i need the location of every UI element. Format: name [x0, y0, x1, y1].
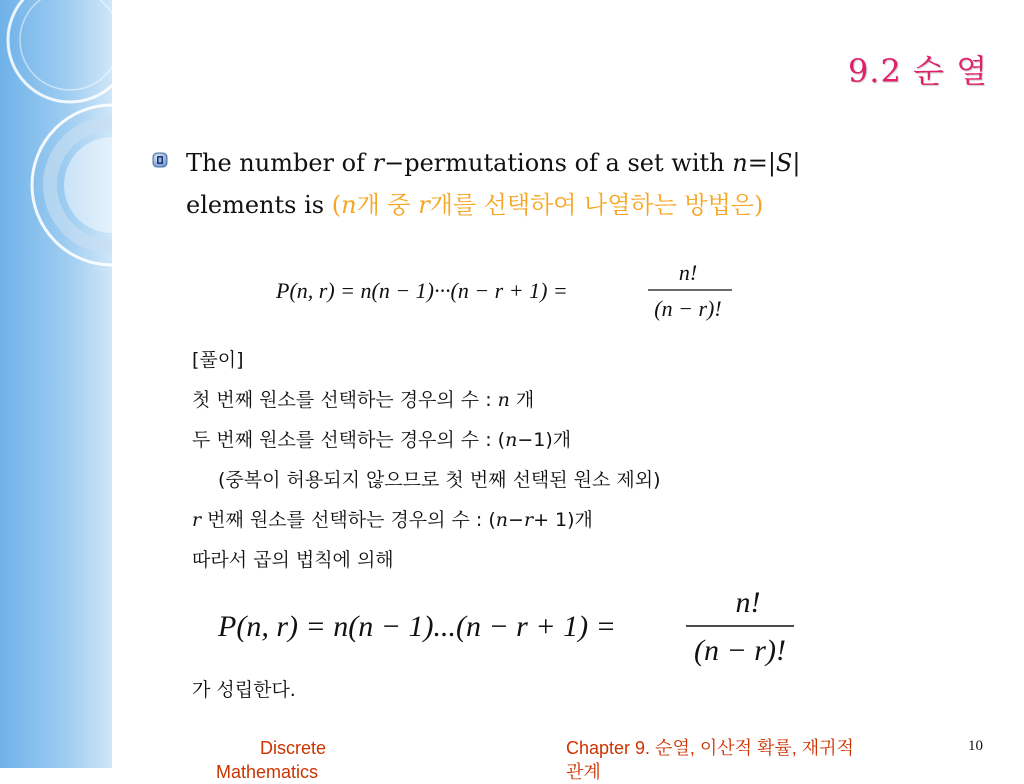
line1-unit: 개: [509, 389, 535, 411]
formula2-numerator: n!: [735, 586, 761, 619]
line1-text: 첫 번째 원소를 선택하는 경우의 수 :: [192, 389, 498, 411]
footer-chapter-line-1: Chapter 9. 순열, 이산적 확률, 재귀적: [566, 738, 854, 758]
bullet-badge-icon: [152, 152, 168, 168]
var-n: n: [732, 149, 748, 177]
line4-text: 번째 원소를 선택하는 경우의 수 : (: [201, 509, 496, 531]
footer-course-line-2: Mathematics: [216, 762, 319, 782]
bullet-line-1: [186, 142, 886, 184]
bullet-text-a: The number of: [186, 149, 373, 177]
line4-var: r: [192, 509, 202, 531]
solution-line-1: [192, 380, 661, 420]
solution-line-3: (중복이 허용되지 않으므로 첫 번째 선택된 원소 제외): [218, 469, 661, 491]
page-number: 10: [968, 738, 983, 754]
accent-var-n: n: [341, 191, 357, 219]
formula1-numerator: n!: [678, 260, 698, 285]
line4-expr-n: n: [495, 509, 509, 531]
accent-end: 개를 선택하여 나열하는 방법은): [429, 191, 764, 219]
permutation-formula-2: [218, 584, 808, 670]
line2-var: n: [505, 429, 518, 451]
bullet-text: [186, 142, 886, 226]
solution-heading: [풀이]: [192, 349, 244, 371]
line4-minus: −: [508, 509, 524, 531]
bullet-line-2: [186, 184, 886, 226]
formula2-lhs: P(n, r) = n(n − 1)...(n − r + 1) =: [218, 610, 616, 643]
solution-line-5: 따라서 곱의 법칙에 의해: [192, 549, 394, 571]
line4-rest: + 1)개: [533, 509, 593, 531]
formula1-denominator: (n − r)!: [654, 296, 722, 321]
bullet-text-e: elements is: [186, 191, 332, 219]
bullet-text-c: =|: [747, 149, 776, 177]
line1-var: n: [497, 389, 510, 411]
accent-var-r: r: [418, 191, 430, 219]
conclusion-text: 가 성립한다.: [192, 679, 296, 701]
line4-expr-r: r: [523, 509, 534, 531]
sidebar-circles-graphic: [0, 0, 112, 768]
formula1-lhs: P(n, r) = n(n − 1)···(n − r + 1) =: [276, 278, 568, 303]
solution-line-2: [192, 420, 661, 460]
accent-phrase: [332, 191, 764, 219]
footer-chapter-line-2: 관계: [566, 762, 601, 782]
permutation-formula-1: [276, 252, 756, 332]
var-s: S: [775, 149, 793, 177]
solution-line-4: [192, 500, 661, 540]
slide-title: 9.2 순 열: [847, 52, 988, 90]
footer-chapter: [566, 736, 854, 784]
bullet-text-d: |: [792, 149, 801, 177]
decorative-sidebar: [0, 0, 112, 768]
line2-rest: −1)개: [517, 429, 572, 451]
accent-open: (: [331, 191, 342, 219]
bullet-text-b: −permutations of a set with: [384, 149, 733, 177]
var-r: r: [372, 149, 385, 177]
formula2-denominator: (n − r)!: [694, 634, 786, 667]
footer-course-line-1: Discrete: [260, 738, 327, 758]
accent-mid: 개 중: [356, 191, 419, 219]
line2-text: 두 번째 원소를 선택하는 경우의 수 : (: [192, 429, 506, 451]
footer-course: [216, 736, 326, 784]
solution-block: [192, 340, 661, 580]
